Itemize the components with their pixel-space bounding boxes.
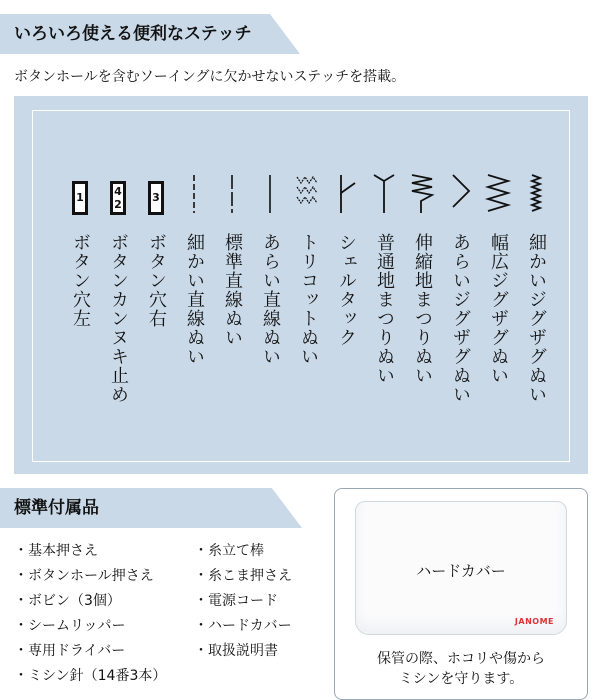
buttonhole-right-icon: 3 bbox=[141, 171, 171, 217]
stitch-label: 伸縮地まつりぬい bbox=[412, 233, 433, 385]
stitch-item-buttonhole-left bbox=[62, 171, 98, 431]
hard-cover-image bbox=[355, 501, 567, 635]
stitch-item-buttonhole-right bbox=[138, 171, 174, 431]
caption-line: 保管の際、ホコリや傷から bbox=[377, 651, 545, 667]
accessory-item: ・糸立て棒 bbox=[194, 543, 264, 559]
stitch-item-basting-straight bbox=[252, 171, 288, 431]
stitch-item-shell-tuck bbox=[328, 171, 364, 431]
accessory-item: ・ハードカバー bbox=[194, 618, 292, 634]
hard-cover-caption bbox=[335, 649, 587, 689]
stitch-panel bbox=[14, 96, 588, 474]
accessory-item: ・電源コード bbox=[194, 593, 278, 609]
fine-zigzag-icon bbox=[521, 171, 551, 217]
stitch-item-blind-hem bbox=[366, 171, 402, 431]
accessory-item: ・ミシン針（14番3本） bbox=[14, 668, 167, 684]
stitch-item-coarse-zigzag bbox=[442, 171, 478, 431]
fine-straight-icon bbox=[179, 171, 209, 217]
stitch-label: あらい直線ぬい bbox=[260, 233, 281, 366]
stitch-item-fine-straight bbox=[176, 171, 212, 431]
wide-zigzag-icon bbox=[483, 171, 513, 217]
brand-logo: JANOME bbox=[514, 617, 554, 626]
accessory-item: ・取扱説明書 bbox=[194, 643, 278, 659]
accessory-item: ・基本押さえ bbox=[14, 543, 98, 559]
stitch-item-stretch-blind-hem bbox=[404, 171, 440, 431]
stitch-item-tricot bbox=[290, 171, 326, 431]
stitch-intro-text: ボタンホールを含むソーイングに欠かせないステッチを搭載。 bbox=[14, 69, 406, 85]
coarse-zigzag-icon bbox=[445, 171, 475, 217]
tricot-icon bbox=[293, 171, 323, 217]
stretch-blind-hem-icon bbox=[407, 171, 437, 217]
stitch-label: トリコットぬい bbox=[298, 233, 319, 366]
accessory-item: ・糸こま押さえ bbox=[194, 568, 292, 584]
caption-line: ミシンを守ります。 bbox=[398, 671, 524, 687]
stitch-item-wide-zigzag bbox=[480, 171, 516, 431]
accessories-section-title: 標準付属品 bbox=[14, 498, 99, 518]
stitch-label: 細かい直線ぬい bbox=[184, 233, 205, 366]
blind-hem-icon bbox=[369, 171, 399, 217]
basting-straight-icon bbox=[255, 171, 285, 217]
stitch-label: 標準直線ぬい bbox=[222, 233, 243, 347]
hard-cover-card bbox=[334, 488, 588, 700]
stitch-panel-inner bbox=[32, 110, 570, 462]
stitch-label: 細かいジグザグぬい bbox=[526, 233, 547, 404]
stitch-label: 幅広ジグザグぬい bbox=[488, 233, 509, 385]
stitch-label: ボタンカンヌキ止め bbox=[108, 233, 129, 404]
stitch-label: ボタン穴右 bbox=[146, 233, 167, 328]
stitch-item-fine-zigzag bbox=[518, 171, 554, 431]
stitch-label: 普通地まつりぬい bbox=[374, 233, 395, 385]
buttonhole-left-icon: 1 bbox=[65, 171, 95, 217]
accessory-item: ・専用ドライバー bbox=[14, 643, 126, 659]
stitch-section-title: いろいろ使える便利なステッチ bbox=[14, 24, 252, 44]
accessory-item: ・シームリッパー bbox=[14, 618, 126, 634]
stitch-label: ボタン穴左 bbox=[70, 233, 91, 328]
shell-tuck-icon bbox=[331, 171, 361, 217]
stitch-label: あらいジグザグぬい bbox=[450, 233, 471, 404]
stitch-item-standard-straight bbox=[214, 171, 250, 431]
stitch-label: シェルタック bbox=[336, 233, 357, 347]
accessories-section-header bbox=[0, 488, 302, 528]
hard-cover-label: ハードカバー bbox=[416, 562, 506, 580]
buttonhole-bartack-icon: 4 2 bbox=[103, 171, 133, 217]
standard-straight-icon bbox=[217, 171, 247, 217]
stitch-section-header bbox=[0, 14, 300, 54]
accessory-item: ・ボタンホール押さえ bbox=[14, 568, 154, 584]
accessory-item: ・ボビン（3個） bbox=[14, 593, 121, 609]
stitch-item-buttonhole-bartack bbox=[100, 171, 136, 431]
